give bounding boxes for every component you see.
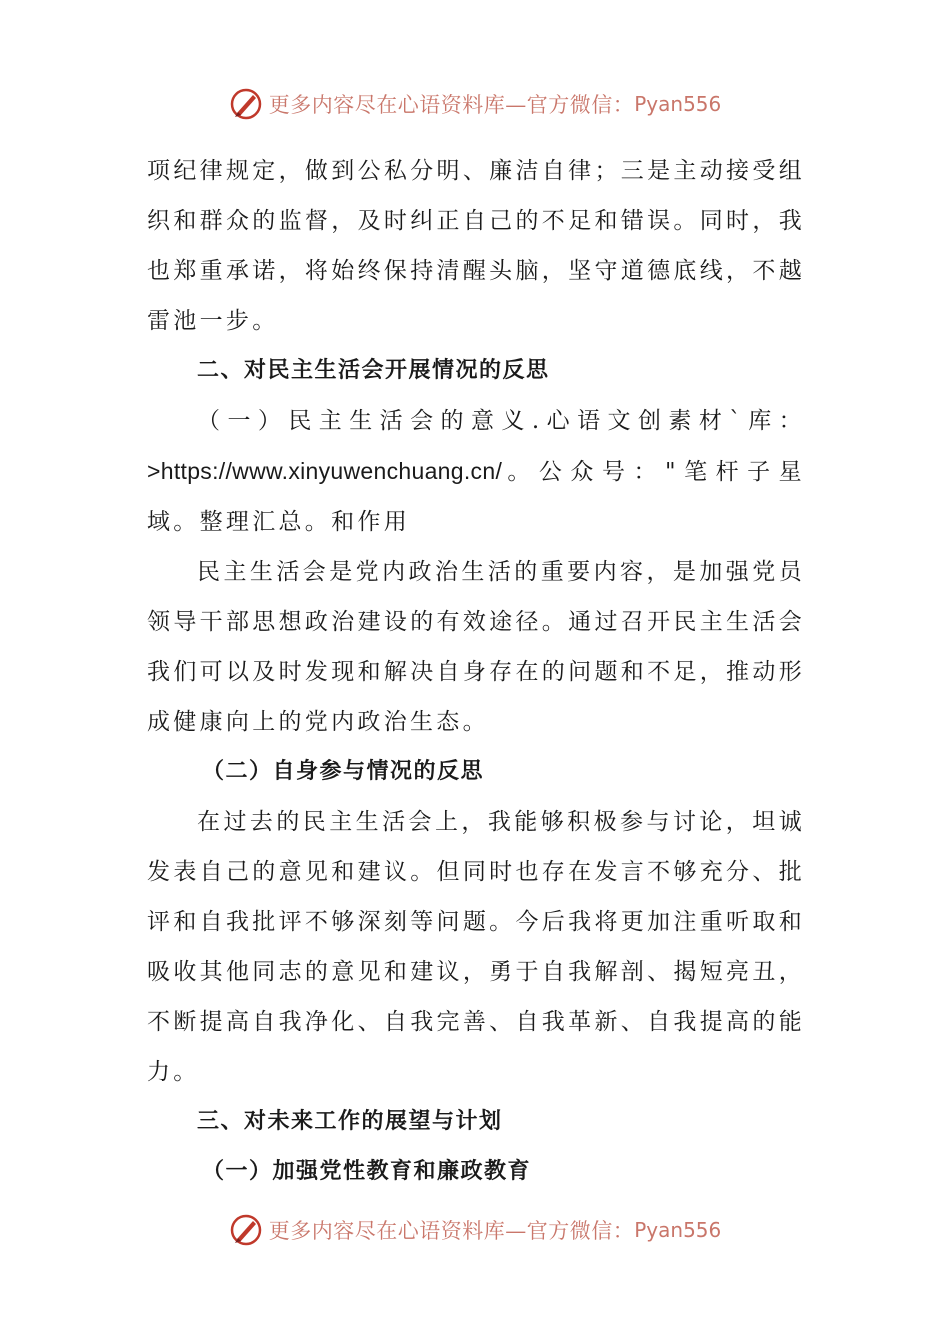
- subheading-meaning: [147, 396, 805, 547]
- document-body: [147, 146, 805, 1197]
- pen-logo-icon: [229, 87, 263, 121]
- section-heading-2: 二、对民主生活会开展情况的反思: [197, 358, 550, 383]
- header-wechat-id: Pyan556: [634, 92, 722, 116]
- pen-logo-icon: [229, 1213, 263, 1247]
- paragraph-participation: 在过去的民主生活会上，我能够积极参与讨论，坦诚发表自己的意见和建议。但同时也存在发言不够充分、批评和自我批评不够深刻等问题。今后我将更加注重听取和吸收其他同志的意见和建议，勇于自我解剖、揭短亮丑，不断提高自我净化、自我完善、自我革新、自我提高的能力。: [147, 809, 805, 1085]
- subheading-education: （一）加强党性教育和廉政教育: [202, 1159, 532, 1184]
- paragraph-discipline: 项纪律规定，做到公私分明、廉洁自律；三是主动接受组织和群众的监督，及时纠正自己的不足和错误。同时，我也郑重承诺，将始终保持清醒头脑，坚守道德底线，不越雷池一步。: [147, 158, 805, 334]
- website-url: >https://www.xinyuwenchuang.cn/: [147, 458, 503, 484]
- subheading-participation: （二）自身参与情况的反思: [202, 759, 485, 784]
- footer-brand-text: 更多内容尽在心语资料库—官方微信：: [268, 1219, 635, 1243]
- footer-wechat-id: Pyan556: [634, 1218, 722, 1242]
- paragraph-meaning: 民主生活会是党内政治生活的重要内容，是加强党员领导干部思想政治建设的有效途径。通过召开民主生活会我们可以及时发现和解决自身存在的问题和不足，推动形成健康向上的党内政治生态。: [147, 559, 805, 735]
- subheading-meaning-tail: 。公众号："笔杆子星域。整理汇总。和作用: [147, 459, 805, 535]
- header-banner: [0, 82, 950, 126]
- subheading-meaning-text: （一）民主生活会的意义.心语文创素材`库：: [197, 408, 805, 434]
- section-heading-3: 三、对未来工作的展望与计划: [197, 1109, 503, 1134]
- footer-banner: [0, 1208, 950, 1252]
- header-brand-text: 更多内容尽在心语资料库—官方微信：: [268, 93, 635, 117]
